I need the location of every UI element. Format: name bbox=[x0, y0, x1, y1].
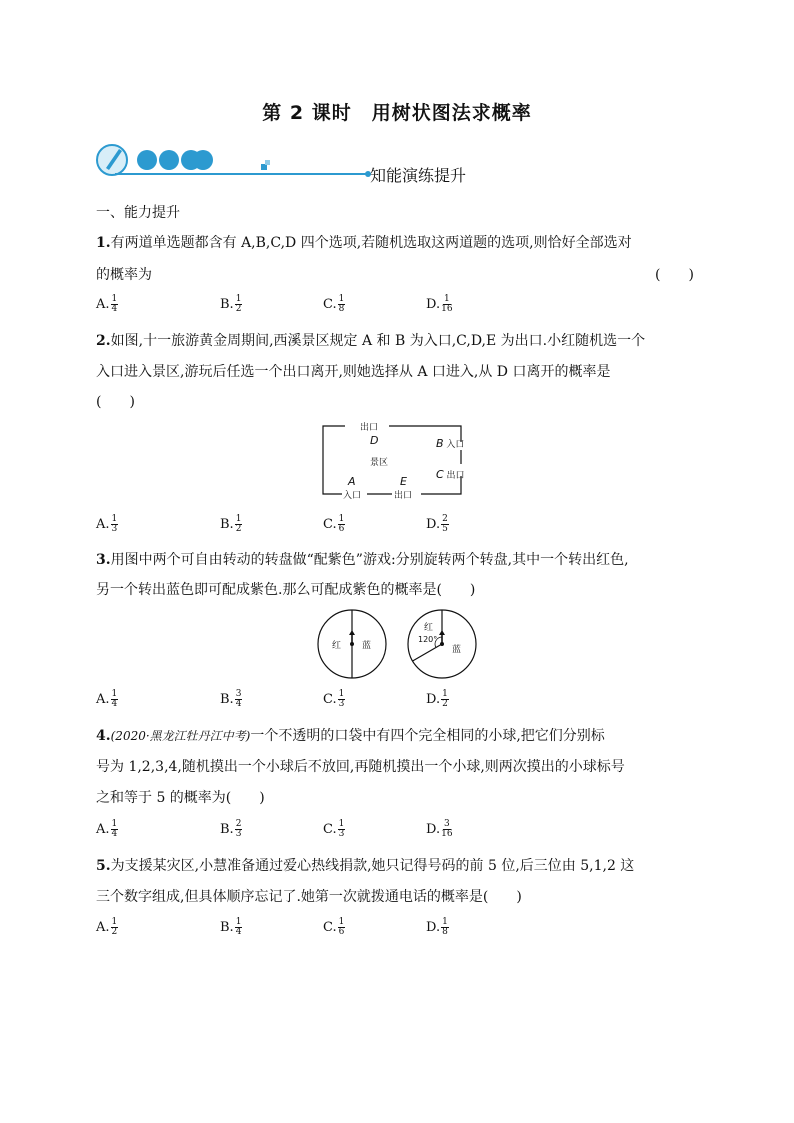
option-a: A. $\frac{1}{3}$ bbox=[96, 514, 118, 534]
spinner-1-blue: 蓝 bbox=[362, 641, 372, 651]
spinner-2 bbox=[404, 606, 480, 682]
label-e: E bbox=[400, 475, 407, 488]
option-c: C. $\frac{1}{6}$ bbox=[323, 917, 345, 937]
label-c-exit: C 出口 bbox=[436, 468, 465, 481]
q4-line1: 4.(2020·黑龙江牡丹江中考)一个不透明的口袋中有四个完全相同的小球,把它们分别标 bbox=[96, 728, 605, 744]
option-b: B. $\frac{1}{4}$ bbox=[220, 917, 242, 937]
spinner-1 bbox=[316, 606, 388, 682]
option-c: C. $\frac{1}{3}$ bbox=[323, 819, 345, 839]
q5-line1: 5.为支援某灾区,小慧准备通过爱心热线捐款,她只记得号码的前 5 位,后三位由 5,1,2 这 bbox=[96, 858, 635, 874]
option-b: B. $\frac{1}{2}$ bbox=[220, 514, 242, 534]
q2-line1: 2.如图,十一旅游黄金周期间,西溪景区规定 A 和 B 为入口,C,D,E 为出口.小红随机选一个 bbox=[96, 333, 646, 349]
q1-line1: 1.有两道单选题都含有 A,B,C,D 四个选项,若随机选取这两道题的选项,则恰好全部选对 bbox=[96, 235, 632, 251]
option-c: C. $\frac{1}{6}$ bbox=[323, 514, 345, 534]
label-a-entry: 入口 bbox=[343, 491, 362, 501]
option-d: D. $\frac{3}{16}$ bbox=[426, 819, 453, 839]
option-a: A. $\frac{1}{4}$ bbox=[96, 294, 118, 314]
label-top-exit: 出口 bbox=[360, 423, 379, 433]
q2-line3: ( ) bbox=[96, 394, 135, 410]
option-a: A. $\frac{1}{4}$ bbox=[96, 689, 118, 709]
section-heading: 一、能力提升 bbox=[96, 205, 180, 221]
option-b: B. $\frac{3}{4}$ bbox=[220, 689, 242, 709]
q4-line2: 号为 1,2,3,4,随机摸出一个小球后不放回,再随机摸出一个小球,则两次摸出的小球标号 bbox=[96, 759, 625, 775]
page-title: 第 2 课时 用树状图法求概率 bbox=[262, 102, 532, 124]
q4-line3: 之和等于 5 的概率为( ) bbox=[96, 790, 265, 806]
option-d: D. $\frac{2}{5}$ bbox=[426, 514, 448, 534]
option-c: C. $\frac{1}{3}$ bbox=[323, 689, 345, 709]
banner-dot-2 bbox=[159, 150, 179, 170]
option-b: B. $\frac{1}{2}$ bbox=[220, 294, 242, 314]
banner-dot-1 bbox=[137, 150, 157, 170]
label-b-entry: B 入口 bbox=[436, 437, 465, 450]
spinner-2-disc bbox=[404, 606, 480, 682]
spinner-1-disc bbox=[316, 606, 388, 682]
label-a: A bbox=[348, 475, 356, 488]
spinner-2-red: 红 bbox=[424, 623, 434, 633]
spinner-1-pointer-icon bbox=[349, 630, 355, 635]
spinner-1-red: 红 bbox=[332, 641, 342, 651]
spinner-2-blue: 蓝 bbox=[452, 645, 462, 655]
q3-line2: 另一个转出蓝色即可配成紫色.那么可配成紫色的概率是( ) bbox=[96, 582, 476, 598]
q3-line1: 3.用图中两个可自由转动的转盘做“配紫色”游戏:分别旋转两个转盘,其中一个转出红色, bbox=[96, 552, 629, 568]
banner-dot-4 bbox=[193, 150, 213, 170]
spinner-2-pointer-icon bbox=[439, 630, 445, 635]
label-e-exit: 出口 bbox=[394, 491, 413, 501]
label-scenic-area: 景区 bbox=[370, 458, 389, 468]
q2-line2: 入口进入景区,游玩后任选一个出口离开,则她选择从 A 口进入,从 D 口离开的概率是 bbox=[96, 364, 611, 380]
option-a: A. $\frac{1}{2}$ bbox=[96, 917, 118, 937]
q1-answer-paren: ( ) bbox=[655, 267, 694, 283]
q1-line2: 的概率为 bbox=[96, 267, 152, 283]
option-d: D. $\frac{1}{2}$ bbox=[426, 689, 448, 709]
option-c: C. $\frac{1}{8}$ bbox=[323, 294, 345, 314]
scenic-area-figure bbox=[320, 418, 470, 502]
option-d: D. $\frac{1}{8}$ bbox=[426, 917, 448, 937]
q5-line2: 三个数字组成,但具体顺序忘记了.她第一次就拨通电话的概率是( ) bbox=[96, 889, 522, 905]
q4-source: (2020·黑龙江牡丹江中考) bbox=[110, 729, 251, 743]
option-a: A. $\frac{1}{4}$ bbox=[96, 819, 118, 839]
spinner-2-angle: 120° bbox=[418, 635, 438, 644]
option-d: D. $\frac{1}{16}$ bbox=[426, 294, 453, 314]
section-banner bbox=[95, 140, 385, 185]
label-d: D bbox=[370, 434, 379, 447]
section-label: 知能演练提升 bbox=[370, 166, 467, 185]
option-b: B. $\frac{2}{3}$ bbox=[220, 819, 242, 839]
